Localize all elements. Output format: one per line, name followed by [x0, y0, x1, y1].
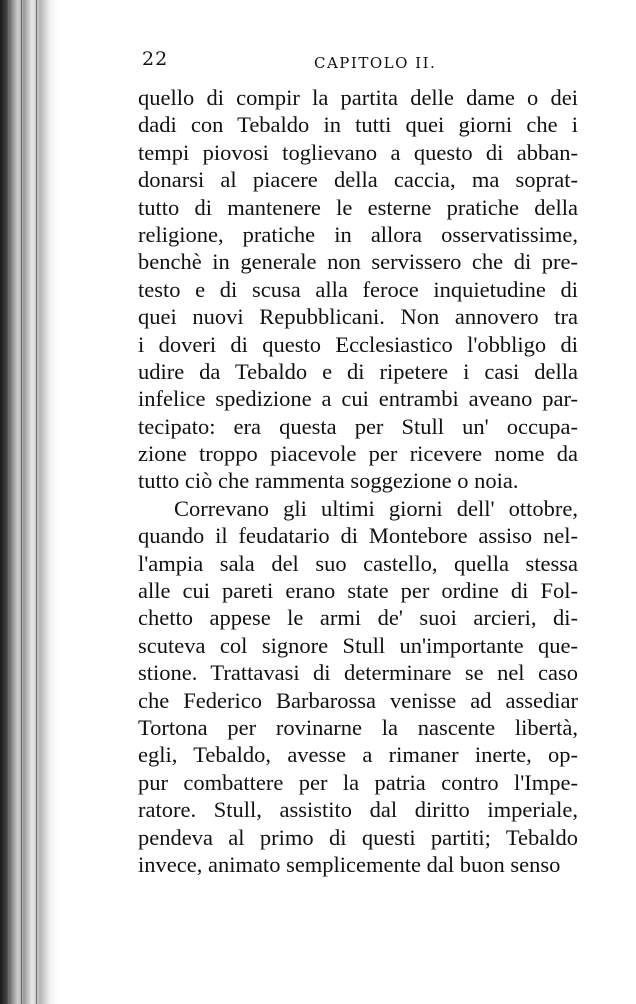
- text-line: quando il feudatario di Montebore assiso nel-: [138, 523, 578, 549]
- text-line: i doveri di questo Ecclesiastico l'obbligo di: [138, 331, 578, 357]
- text-line: quei nuovi Repubblicani. Non annovero tra: [138, 304, 578, 330]
- text-line: tecipato: era questa per Stull un' occupa-: [138, 413, 578, 439]
- running-head: CAPITOLO II.: [314, 54, 437, 72]
- page-number: 22: [142, 48, 169, 70]
- text-line: pur combattere per la patria contro l'Impe-: [138, 769, 578, 795]
- text-line: scuteva col signore Stull un'importante que-: [138, 632, 578, 658]
- paragraph: [138, 84, 578, 495]
- text-line: donarsi al piacere della caccia, ma soprat-: [138, 167, 578, 193]
- text-line: Tortona per rovinarne la nascente libertà,: [138, 714, 578, 740]
- book-page: [138, 44, 578, 878]
- text-line: dadi con Tebaldo in tutti quei giorni che i: [138, 112, 578, 138]
- text-line: religione, pratiche in allora osservatissime,: [138, 221, 578, 247]
- text-line: che Federico Barbarossa venisse ad assediar: [138, 687, 578, 713]
- paragraph: [138, 495, 578, 878]
- text-line: tempi piovosi toglievano a questo di abban-: [138, 139, 578, 165]
- text-line: quello di compir la partita delle dame o dei: [138, 85, 578, 110]
- text-line: benchè in generale non servissero che di pre-: [138, 249, 578, 275]
- text-line: infelice spedizione a cui entrambi aveano par-: [138, 386, 578, 412]
- text-line: invece, animato semplicemente dal buon senso: [138, 851, 561, 877]
- text-line: ratore. Stull, assistito dal diritto imperiale,: [138, 797, 578, 823]
- text-line: l'ampia sala del suo castello, quella stessa: [138, 550, 578, 576]
- text-line: egli, Tebaldo, avesse a rimaner inerte, op-: [138, 742, 578, 768]
- binding-shadow-line: [21, 0, 22, 1004]
- body-text: [138, 84, 578, 878]
- text-line: udire da Tebaldo e di ripetere i casi della: [138, 358, 578, 384]
- text-line: zione troppo piacevole per ricevere nome da: [138, 441, 578, 467]
- text-line: tutto ciò che rammenta soggezione o noia.: [138, 468, 519, 494]
- book-binding-edge: [0, 0, 58, 1004]
- text-line: chetto appese le armi de' suoi arcieri, di-: [138, 605, 578, 631]
- text-line: alle cui pareti erano state per ordine di Fol-: [138, 578, 578, 604]
- text-line: testo e di scusa alla feroce inquietudine di: [138, 276, 578, 302]
- binding-shadow-line: [8, 0, 9, 1004]
- text-line: pendeva al primo di questi partiti; Tebaldo: [138, 824, 578, 850]
- text-line: stione. Trattavasi di determinare se nel caso: [138, 660, 578, 686]
- text-line: tutto di mantenere le esterne pratiche della: [138, 194, 578, 220]
- page-header: [138, 44, 578, 84]
- binding-shadow-line: [36, 0, 37, 1004]
- text-line: Correvano gli ultimi giorni dell' ottobre,: [174, 495, 578, 521]
